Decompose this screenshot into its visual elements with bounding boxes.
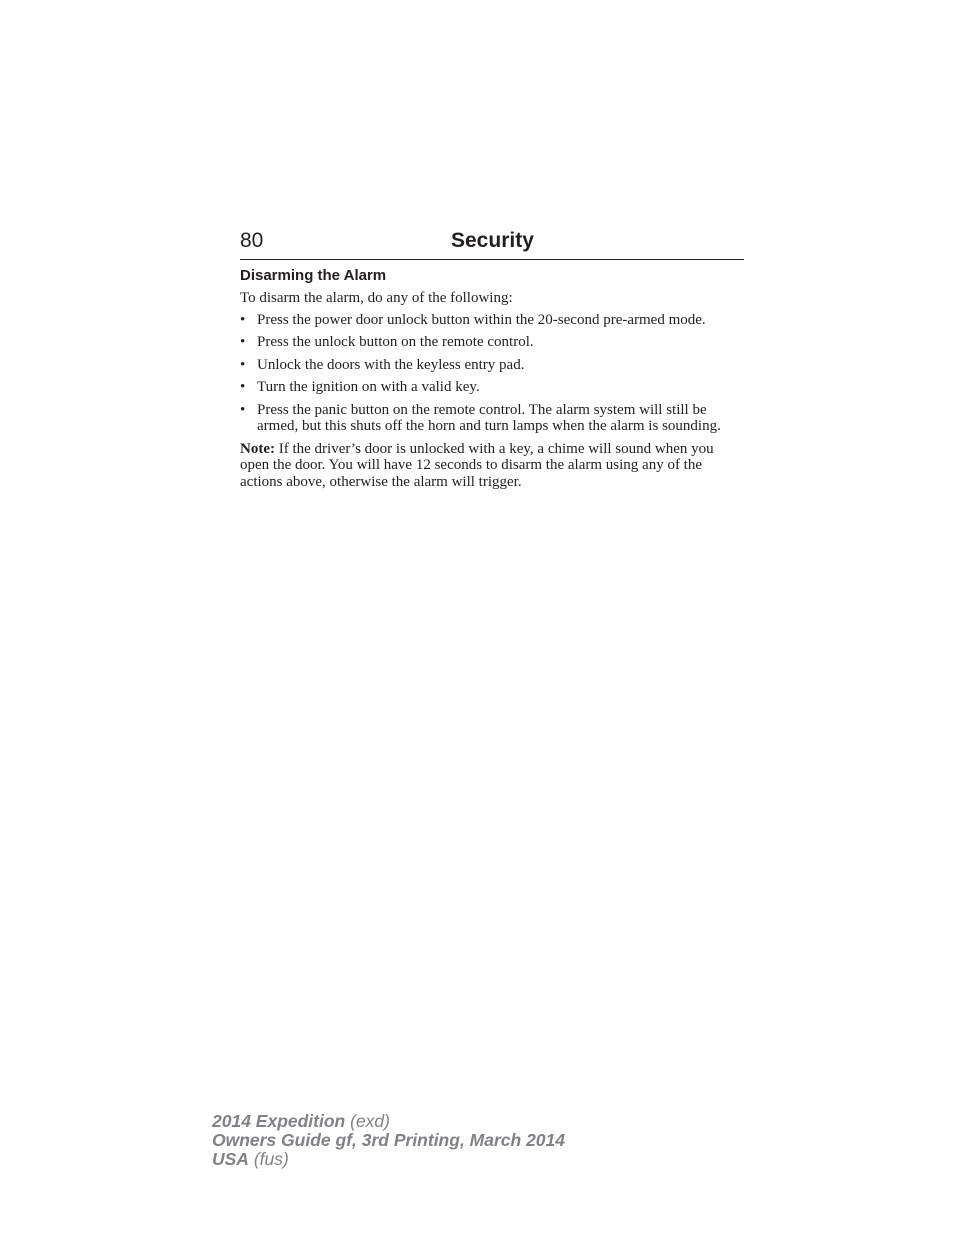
subheading: Disarming the Alarm — [240, 267, 387, 284]
bullet-icon: • — [240, 401, 246, 418]
intro-text: To disarm the alarm, do any of the following: — [240, 290, 513, 306]
note-paragraph — [240, 441, 740, 491]
bullet-list — [240, 312, 740, 435]
footer-market-code: (fus) — [253, 1149, 289, 1169]
list-item — [240, 357, 740, 374]
bullet-icon: • — [240, 334, 246, 350]
list-item-text: Press the unlock button on the remote control. — [257, 334, 534, 350]
footer-line-3 — [212, 1150, 565, 1169]
list-item-text: Press the panic button on the remote control. The alarm system will still be armed, but this shuts off the horn and turn lamps when the alarm is sounding. — [257, 401, 721, 434]
footer — [212, 1112, 565, 1169]
footer-line-1 — [212, 1112, 565, 1131]
list-item-text: Unlock the doors with the keyless entry pad. — [257, 356, 525, 373]
list-item — [240, 312, 740, 329]
section-title: Security — [451, 229, 534, 252]
list-item — [240, 402, 740, 435]
list-item — [240, 334, 740, 351]
footer-line-2 — [212, 1131, 565, 1150]
page-header — [240, 226, 744, 260]
bullet-icon: • — [240, 356, 246, 373]
list-item-text: Press the power door unlock button within the 20-second pre-armed mode. — [257, 311, 706, 328]
note-label: Note: — [240, 440, 275, 457]
page-number: 80 — [240, 229, 264, 252]
footer-model: 2014 Expedition — [212, 1111, 346, 1131]
list-item-text: Turn the ignition on with a valid key. — [257, 379, 480, 395]
footer-printing: Owners Guide gf, 3rd Printing, March 2014 — [212, 1130, 565, 1150]
footer-model-code: (exd) — [350, 1111, 390, 1131]
main-content — [240, 266, 740, 490]
bullet-icon: • — [240, 311, 246, 328]
bullet-icon: • — [240, 379, 246, 395]
footer-market: USA — [212, 1149, 249, 1169]
list-item — [240, 379, 740, 396]
note-text: If the driver’s door is unlocked with a key, a chime will sound when you open the door. You will have 12 seconds to disarm the alarm using any of the actions above, otherwise the alarm will trigger. — [240, 440, 714, 490]
